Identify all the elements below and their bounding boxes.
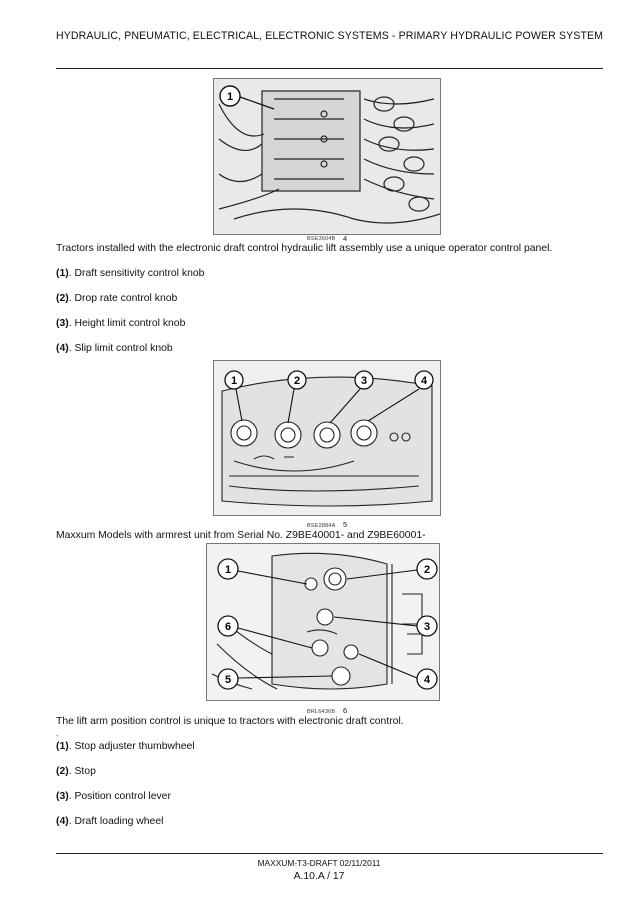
item-ref: (3): [56, 791, 69, 802]
item-ref: (2): [56, 766, 69, 777]
figure-6-number: 6: [343, 706, 348, 715]
list-item: [56, 791, 171, 802]
figure-6-callout-2: 2: [423, 564, 431, 576]
figure-4-callout-1: 1: [226, 91, 234, 103]
figure-4-number: 4: [343, 234, 348, 243]
header-rule: [56, 68, 603, 69]
list-item: [56, 318, 185, 329]
item-text: . Draft loading wheel: [68, 816, 164, 827]
item-text: . Drop rate control knob: [68, 293, 178, 304]
figure-6-callout-5: 5: [224, 674, 232, 686]
item-ref: (1): [56, 741, 69, 752]
footer-rule: [56, 853, 603, 854]
page-header: HYDRAULIC, PNEUMATIC, ELECTRICAL, ELECTRONIC SYSTEMS - PRIMARY HYDRAULIC POWER SYSTEM: [56, 30, 604, 42]
paragraph-intro-1: Tractors installed with the electronic draft control hydraulic lift assembly use a unique operator control panel.: [56, 243, 553, 254]
figure-6-code: BRL6436B: [307, 709, 336, 715]
item-ref: (1): [56, 268, 69, 279]
list-item: [56, 268, 204, 279]
item-text: . Stop adjuster thumbwheel: [68, 741, 195, 752]
item-text: . Height limit control knob: [68, 318, 186, 329]
figure-6-callout-6: 6: [224, 621, 232, 633]
figure-4-illustration: [213, 78, 441, 235]
figure-5-callout-3: 3: [360, 375, 368, 387]
figure-5-callout-4: 4: [420, 375, 428, 387]
list-item: [56, 343, 173, 354]
list-item: [56, 293, 177, 304]
list-item: [56, 741, 195, 752]
item-ref: (4): [56, 816, 69, 827]
footer-page-number: A.10.A / 17: [293, 871, 345, 882]
paragraph-intro-2: Maxxum Models with armrest unit from Serial No. Z9BE40001- and Z9BE60001-: [56, 530, 426, 541]
item-text: . Slip limit control knob: [68, 343, 173, 354]
figure-4-code: BSE3604B: [307, 236, 336, 242]
list-item: [56, 816, 163, 827]
item-ref: (4): [56, 343, 69, 354]
item-text: . Draft sensitivity control knob: [68, 268, 205, 279]
figure-6-callout-1: 1: [224, 564, 232, 576]
figure-6-callout-3: 3: [423, 621, 431, 633]
figure-5-number: 5: [343, 520, 348, 529]
figure-5-callout-1: 1: [230, 375, 238, 387]
paragraph-intro-3: The lift arm position control is unique to tractors with electronic draft control.: [56, 716, 404, 727]
item-ref: (2): [56, 293, 69, 304]
figure-5-illustration: [213, 360, 441, 516]
figure-6-callout-4: 4: [423, 674, 431, 686]
item-text: . Position control lever: [68, 791, 171, 802]
list-item: [56, 766, 96, 777]
separator-dot: .: [56, 729, 59, 738]
item-ref: (3): [56, 318, 69, 329]
figure-5-callout-2: 2: [293, 375, 301, 387]
figure-5-code: BSE2884A: [307, 523, 336, 529]
item-text: . Stop: [68, 766, 96, 777]
figure-6-illustration: [206, 543, 440, 701]
footer-document-id: MAXXUM-T3-DRAFT 02/11/2011: [257, 858, 381, 868]
